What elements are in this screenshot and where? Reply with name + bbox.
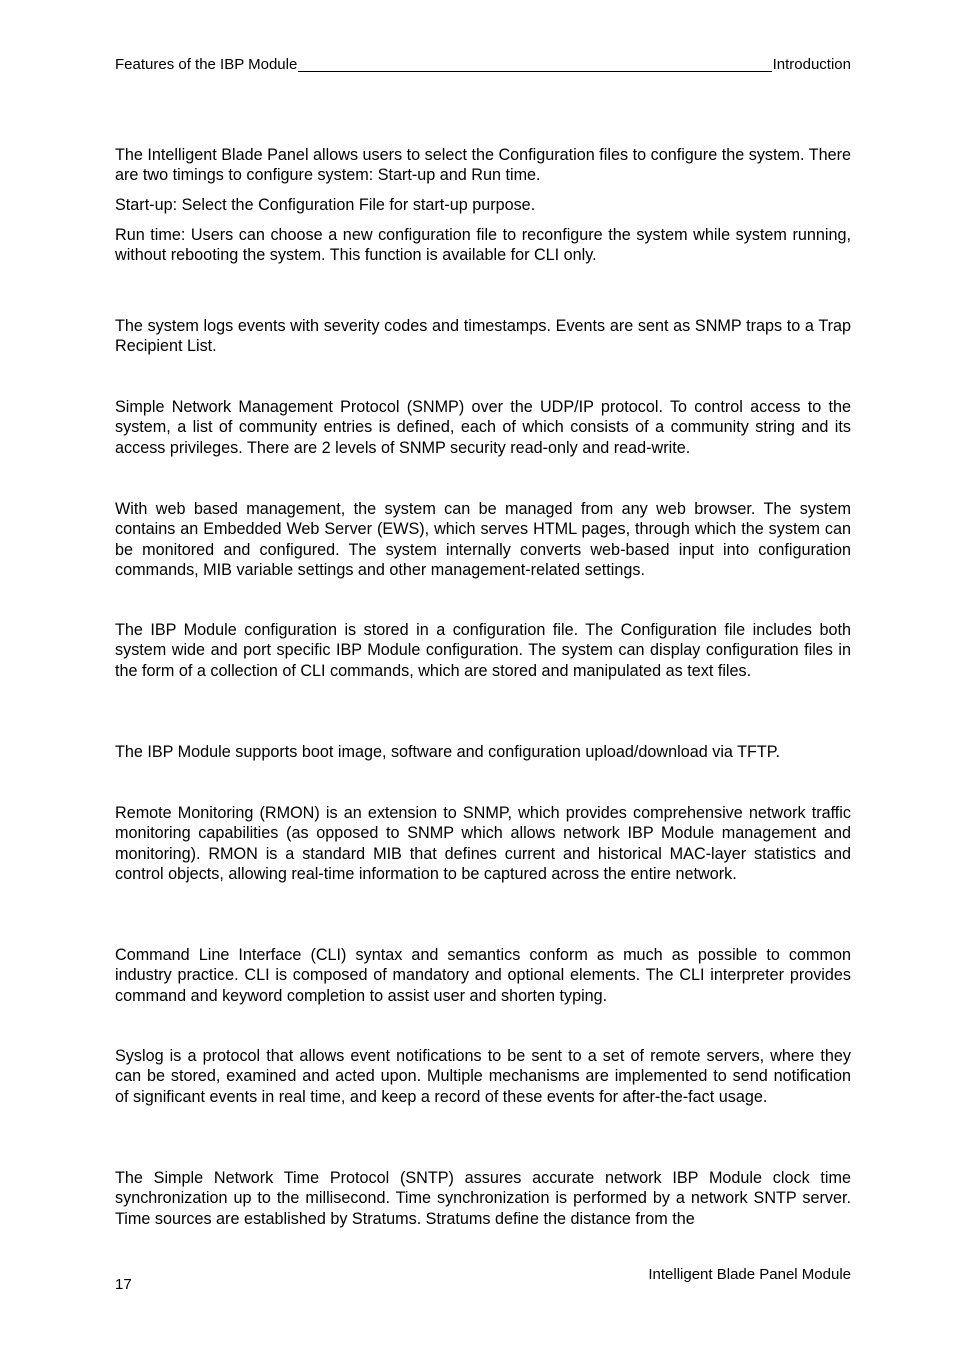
footer-page-number: 17 [115, 1276, 132, 1293]
paragraph-tftp: The IBP Module supports boot image, software and configuration upload/download via TFTP. [115, 743, 780, 761]
paragraph-startup: Start-up: Select the Configuration File for start-up purpose. [115, 196, 536, 214]
paragraph-sntp: The Simple Network Time Protocol (SNTP) assures accurate network IBP Module clock time synchronization up to the millisecond. Time synchronization is performed by a network SNTP server. Time sources are established by Stratums. Stratums define the distance from the [115, 1169, 851, 1228]
header-section-title: Features of the IBP Module [115, 56, 298, 73]
paragraph-web-management: With web based management, the system can be managed from any web browser. The system contains an Embedded Web Server (EWS), which serves HTML pages, through which the system can be monitored and configured. The system internally converts web-based input into configuration commands, MIB variable settings and other management-related settings. [115, 500, 851, 579]
paragraph-syslog: Syslog is a protocol that allows event notifications to be sent to a set of remote servers, where they can be stored, examined and acted upon. Multiple mechanisms are implemented to send notification of significant events in real time, and keep a record of these events for after-the-fact usage. [115, 1047, 851, 1106]
page-header [115, 54, 851, 74]
paragraph-cli: Command Line Interface (CLI) syntax and semantics conform as much as possible to common industry practice. CLI is composed of mandatory and optional elements. The CLI interpreter provides command and keyword completion to assist user and shorten typing. [115, 946, 851, 1005]
header-rule [298, 70, 771, 72]
paragraph-snmp: Simple Network Management Protocol (SNMP) over the UDP/IP protocol. To control access to the system, a list of community entries is defined, each of which consists of a community string and its access privileges. There are 2 levels of SNMP security read-only and read-write. [115, 398, 851, 457]
header-chapter-title: Introduction [772, 56, 851, 73]
footer-document-title: Intelligent Blade Panel Module [648, 1266, 851, 1283]
paragraph-configuration-file: The IBP Module configuration is stored in a configuration file. The Configuration file includes both system wide and port specific IBP Module configuration. The system can display configuration files in the form of a collection of CLI commands, which are stored and manipulated as text files. [115, 621, 851, 680]
paragraph-runtime: Run time: Users can choose a new configuration file to reconfigure the system while system running, without rebooting the system. This function is available for CLI only. [115, 226, 851, 265]
paragraph-configuration-files: The Intelligent Blade Panel allows users to select the Configuration files to configure the system. There are two timings to configure system: Start-up and Run time. [115, 146, 851, 185]
paragraph-rmon: Remote Monitoring (RMON) is an extension to SNMP, which provides comprehensive network traffic monitoring capabilities (as opposed to SNMP which allows network IBP Module management and monitoring). RMON is a standard MIB that defines current and historical MAC-layer statistics and control objects, allowing real-time information to be captured across the entire network. [115, 804, 851, 883]
paragraph-event-logs: The system logs events with severity codes and timestamps. Events are sent as SNMP traps to a Trap Recipient List. [115, 317, 851, 356]
